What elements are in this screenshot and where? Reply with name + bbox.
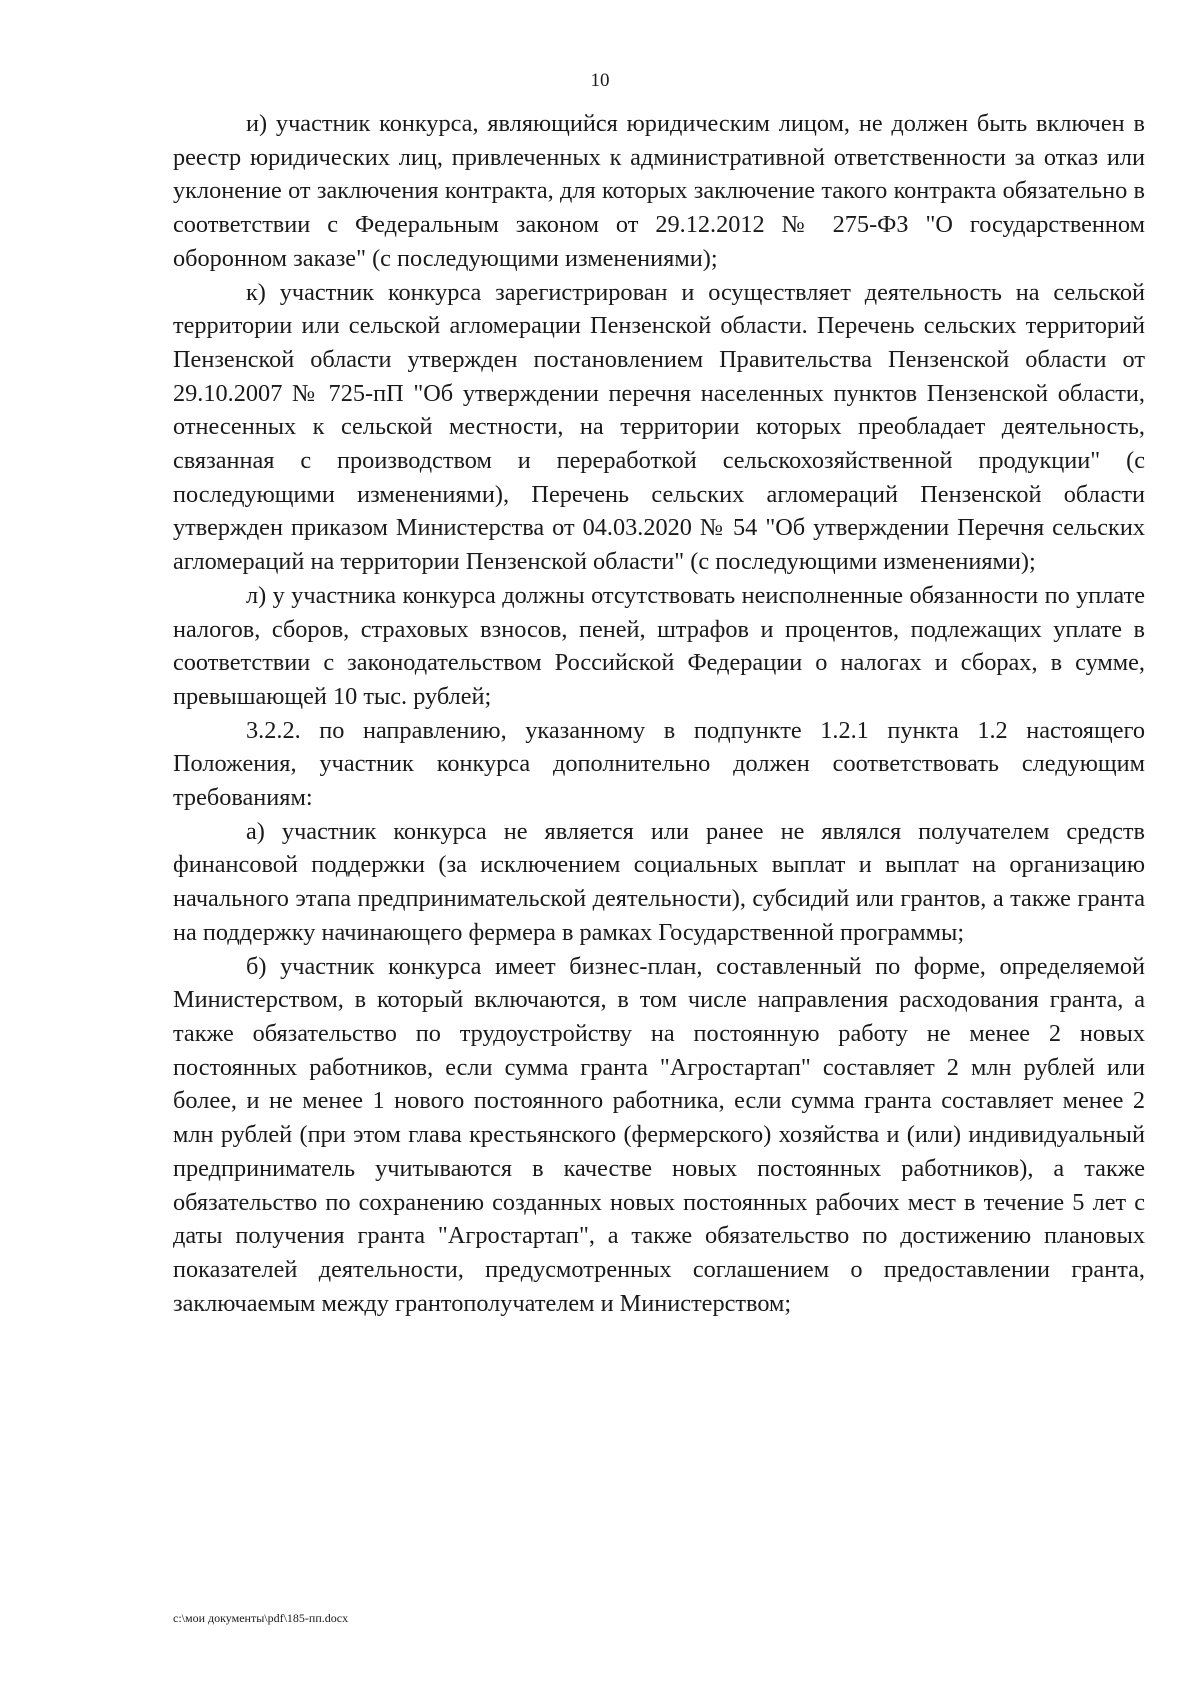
paragraph-b: б) участник конкурса имеет бизнес-план, составленный по форме, определяемой Министерством, в который включаются, в том числе направления расходования гранта, а также обязательство по трудоустройству на постоянную работу не менее 2 новых постоянных работников, если сумма гранта "Агростартап" составляет 2 млн рублей или более, и не менее 1 нового постоянного работника, если сумма гранта составляет менее 2 млн рублей (при этом глава крестьянского (фермерского) хозяйства и (или) индивидуальный предприниматель учитываются в качестве новых постоянных работников), а также обязательство по сохранению созданных новых постоянных рабочих мест в течение 5 лет с даты получения гранта "Агростартап", а также обязательство по достижению плановых показателей деятельности, предусмотренных соглашением о предоставлении гранта, заключаемым между грантополучателем и Министерством; <box>173 952 1145 1317</box>
footer-file-path: c:\мои документы\pdf\185-пп.docx <box>173 1611 349 1625</box>
paragraph-a: а) участник конкурса не является или ранее не являлся получателем средств финансовой поддержки (за исключением социальных выплат и выплат на организацию начального этапа предпринимательской деятельности), субсидий или грантов, а также гранта на поддержку начинающего фермера в рамках Государственной программы; <box>173 817 1145 946</box>
page-number: 10 <box>590 70 610 91</box>
paragraph-l: л) у участника конкурса должны отсутствовать неисполненные обязанности по уплате налогов, сборов, страховых взносов, пеней, штрафов и процентов, подлежащих уплате в соответствии с законодательством Российской Федерации о налогах и сборах, в сумме, превышающей 10 тыс. рублей; <box>173 581 1145 710</box>
document-body <box>173 107 1145 1320</box>
paragraph-3-2-2: 3.2.2. по направлению, указанному в подпункте 1.2.1 пункта 1.2 настоящего Положения, участник конкурса дополнительно должен соответствовать следующим требованиям: <box>173 716 1145 812</box>
paragraph-i: и) участник конкурса, являющийся юридическим лицом, не должен быть включен в реестр юридических лиц, привлеченных к административной ответственности за отказ или уклонение от заключения контракта, для которых заключение такого контракта обязательно в соответствии с Федеральным законом от 29.12.2012 № 275-ФЗ "О государственном оборонном заказе" (с последующими изменениями); <box>173 110 1145 272</box>
paragraph-k: к) участник конкурса зарегистрирован и осуществляет деятельность на сельской территории или сельской агломерации Пензенской области. Перечень сельских территорий Пензенской области утвержден постановлением Правительства Пензенской области от 29.10.2007 № 725-пП "Об утверждении перечня населенных пунктов Пензенской области, отнесенных к сельской местности, на территории которых преобладает деятельность, связанная с производством и переработкой сельскохозяйственной продукции" (с последующими изменениями), Перечень сельских агломераций Пензенской области утвержден приказом Министерства от 04.03.2020 № 54 "Об утверждении Перечня сельских агломераций на территории Пензенской области" (с последующими изменениями); <box>173 278 1145 576</box>
